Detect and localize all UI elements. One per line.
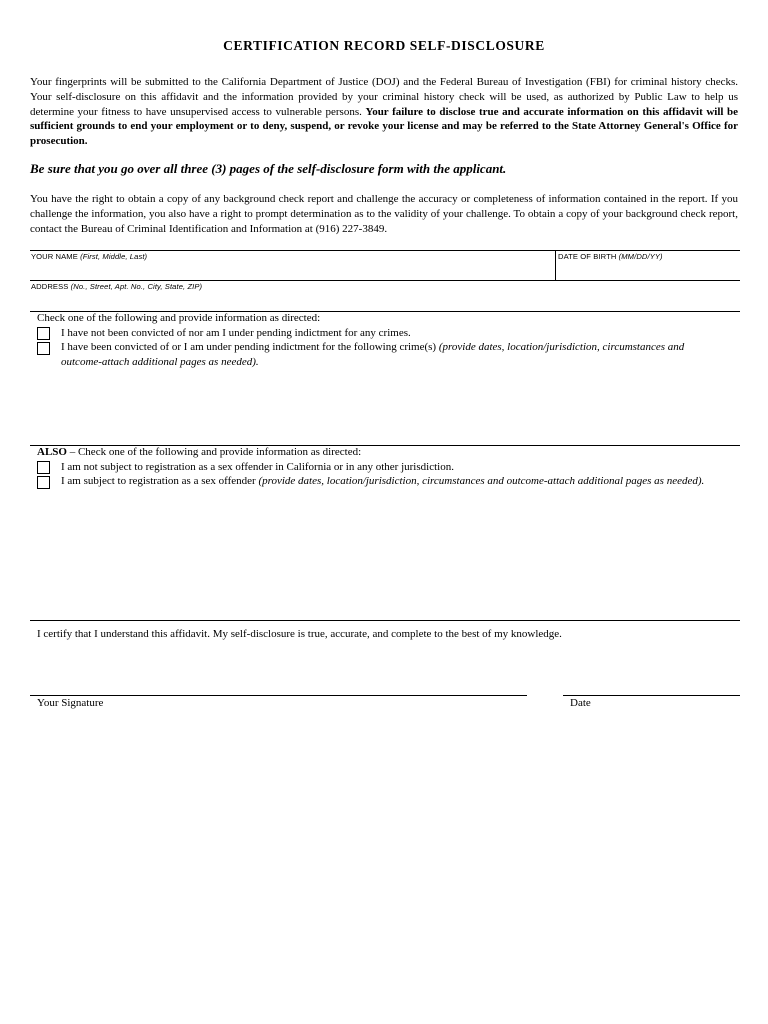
address-field-hint: (No., Street, Apt. No., City, State, ZIP) bbox=[70, 282, 203, 291]
name-field-hint: (First, Middle, Last) bbox=[80, 252, 148, 261]
convictions-option-text: I have been convicted of or I am under pending indictment for the following crime(s) bbox=[61, 341, 437, 353]
signature-line[interactable] bbox=[30, 695, 527, 696]
certification-rule bbox=[30, 620, 740, 621]
dob-field-hint: (MM/DD/YY) bbox=[618, 252, 663, 261]
not-registered-checkbox[interactable] bbox=[37, 461, 50, 474]
no-convictions-option: I have not been convicted of nor am I under pending indictment for any crimes. bbox=[61, 327, 411, 339]
address-field-label: ADDRESS bbox=[31, 282, 69, 291]
registered-checkbox[interactable] bbox=[37, 476, 50, 489]
certification-statement: I certify that I understand this affidavit. My self-disclosure is true, accurate, and complete to the best of my knowledge. bbox=[37, 628, 562, 640]
intro-text: Your fingerprints will be submitted to the California Department of Justice (DOJ) and the Federal Bureau of Investigation (FBI) for criminal history checks. Your self-disclosure on this affidavit and the information provided by your criminal history check will be used, as authorized by Public Law to help us determine your fitness to have unsupervised access to vulnerable persons. bbox=[30, 76, 738, 118]
name-field-label: YOUR NAME bbox=[31, 252, 78, 261]
address-field-top-rule bbox=[30, 280, 740, 281]
signature-label: Your Signature bbox=[37, 697, 104, 709]
convictions-checkbox[interactable] bbox=[37, 342, 50, 355]
registered-option bbox=[61, 474, 721, 489]
intro-paragraph bbox=[30, 75, 738, 149]
name-field-top-rule bbox=[30, 250, 740, 251]
rights-paragraph: You have the right to obtain a copy of any background check report and challenge the accuracy or completeness of information contained in the report. If you challenge the information, you also have a right to prompt determination as to the validity of your challenge. To obtain a copy of your background check report, contact the Bureau of Criminal Identification and Information at (916) 227-3849. bbox=[30, 193, 738, 235]
registered-option-text: I am subject to registration as a sex offender bbox=[61, 475, 256, 487]
convictions-details-area[interactable] bbox=[61, 372, 731, 442]
offender-instruction bbox=[37, 446, 361, 458]
form-title: CERTIFICATION RECORD SELF-DISCLOSURE bbox=[223, 38, 545, 53]
address-field[interactable] bbox=[31, 282, 202, 291]
name-field[interactable] bbox=[31, 252, 147, 261]
no-convictions-checkbox[interactable] bbox=[37, 327, 50, 340]
intro-warning: Your failure to disclose true and accurate information on this affidavit will be sufficient grounds to end your employment or to deny, suspend, or revoke your license and may be referred to the State Attorney General's Office for prosecution. bbox=[30, 105, 739, 148]
convictions-option-instructions: (provide dates, location/jurisdiction, circumstances and outcome-attach additional pages as needed). bbox=[61, 341, 685, 368]
review-notice: Be sure that you go over all three (3) pages of the self-disclosure form with the applicant. bbox=[30, 161, 507, 176]
dob-field[interactable] bbox=[558, 252, 663, 261]
date-label: Date bbox=[570, 697, 591, 709]
not-registered-option: I am not subject to registration as a sex offender in California or in any other jurisdiction. bbox=[61, 461, 454, 473]
registration-details-area[interactable] bbox=[61, 506, 731, 614]
offender-instruction-text: – Check one of the following and provide information as directed: bbox=[66, 446, 362, 458]
dob-field-label: DATE OF BIRTH bbox=[558, 252, 617, 261]
crimes-instruction: Check one of the following and provide information as directed: bbox=[37, 312, 321, 324]
offender-instruction-prefix: ALSO bbox=[37, 446, 67, 458]
registered-option-instructions: (provide dates, location/jurisdiction, circumstances and outcome-attach additional pages as needed). bbox=[258, 475, 705, 487]
dob-field-divider bbox=[555, 250, 556, 281]
convictions-option bbox=[61, 340, 721, 369]
date-line[interactable] bbox=[563, 695, 740, 696]
